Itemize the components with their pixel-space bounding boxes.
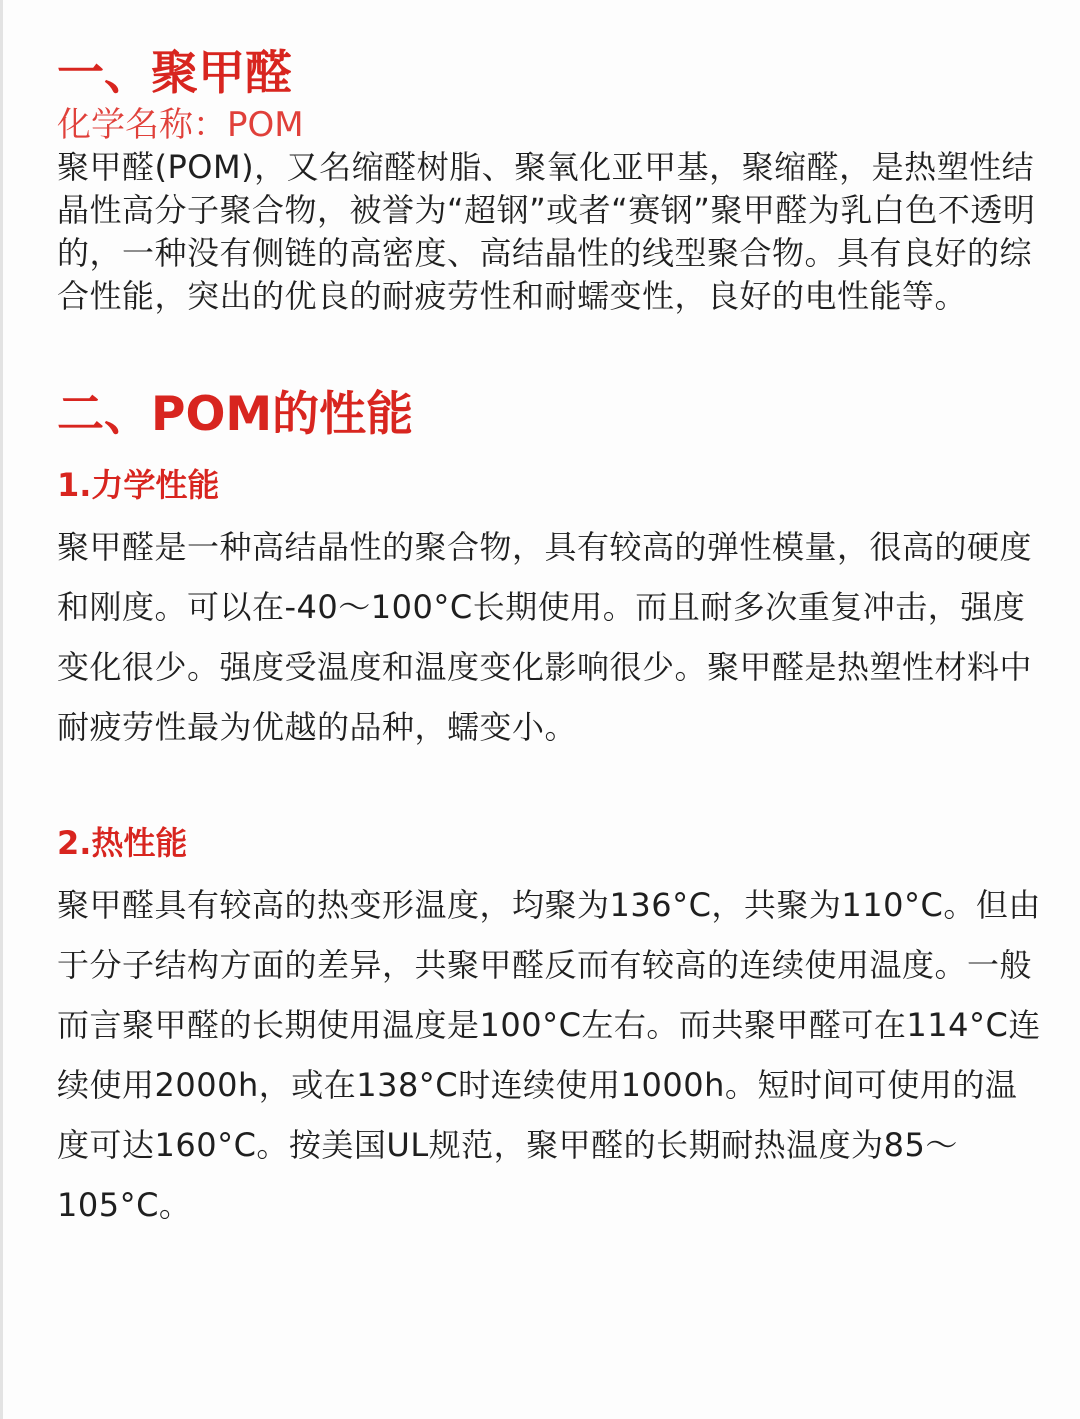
chemical-name: 化学名称：POM — [57, 105, 304, 145]
mechanical-paragraph: 聚甲醛是一种高结晶性的聚合物，具有较高的弹性模量，很高的硬度和刚度。可以在-40～100°C长期使用。而且耐多次重复冲击，强度变化很少。强度受温度和温度变化影响很少。聚甲醛是热塑性材料中耐疲劳性最为优越的品种，蠕变小。 — [57, 528, 1033, 746]
intro-paragraph: 聚甲醛(POM)，又名缩醛树脂、聚氧化亚甲基，聚缩醛，是热塑性结晶性高分子聚合物，被誉为“超钢”或者“赛钢”聚甲醛为乳白色不透明的，一种没有侧链的高密度、高结晶性的线型聚合物。具有良好的综合性能，突出的优良的耐疲劳性和耐蠕变性，良好的电性能等。 — [57, 148, 1036, 315]
subheading-thermal: 2.热性能 — [57, 824, 188, 862]
section-title-pom: 一、聚甲醛 — [57, 46, 292, 101]
subheading-mechanical: 1.力学性能 — [57, 466, 220, 504]
section-title-properties: 二、POM的性能 — [57, 387, 414, 442]
article — [57, 44, 1047, 1235]
left-edge-rule — [0, 0, 3, 1419]
thermal-paragraph: 聚甲醛具有较高的热变形温度，均聚为136°C，共聚为110°C。但由于分子结构方面的差异，共聚甲醛反而有较高的连续使用温度。一般而言聚甲醛的长期使用温度是100°C左右。而共聚甲醛可在114°C连续使用2000h，或在138°C时连续使用1000h。短时间可使用的温度可达160°C。按美国UL规范，聚甲醛的长期耐热温度为85～105°C。 — [57, 886, 1041, 1224]
